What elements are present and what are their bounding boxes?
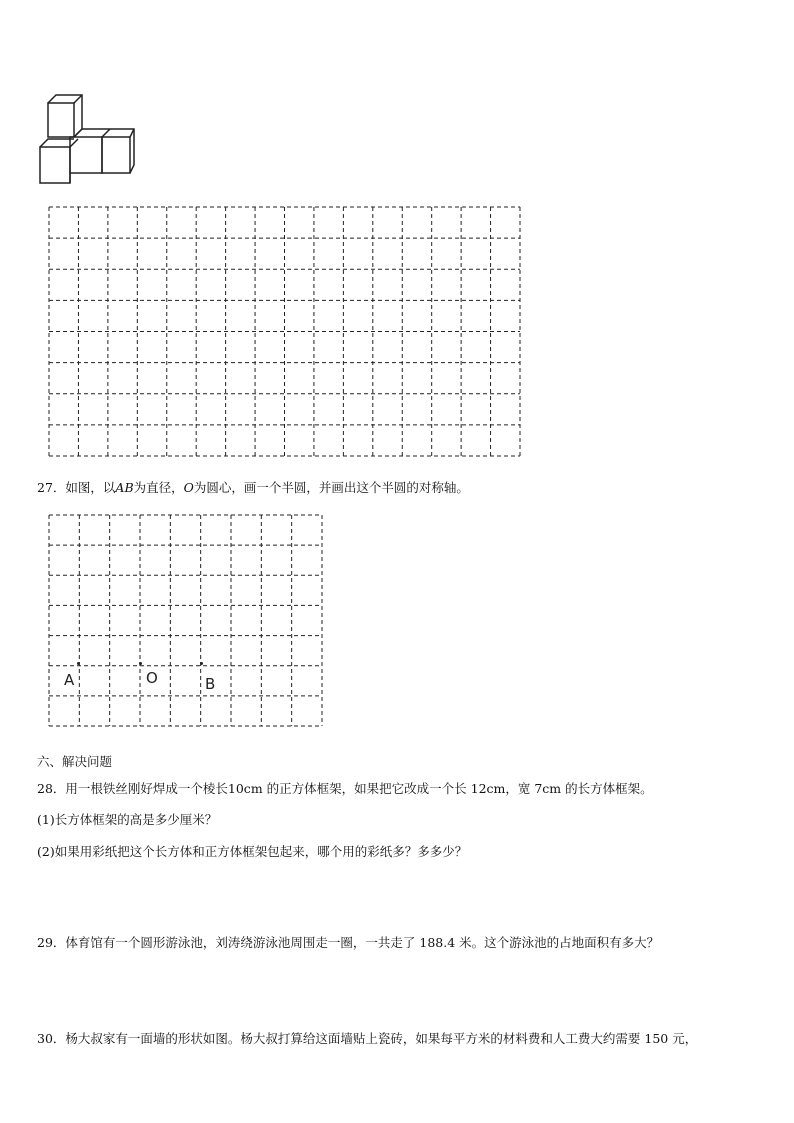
question-28: 28．用一根铁丝刚好焊成一个棱长10cm 的正方体框架，如果把它改成一个长 12cm，宽 7cm 的长方体框架。 (37, 781, 653, 796)
question-27 (37, 480, 469, 496)
q27-o: O (183, 480, 194, 495)
label-a: A (64, 671, 75, 689)
large-dashed-grid (48, 206, 522, 458)
question-30: 30．杨大叔家有一面墙的形状如图。杨大叔打算给这面墙贴上瓷砖，如果每平方米的材料费和人工费大约需要 150 元， (37, 1031, 698, 1046)
q27-number: 27． (37, 480, 66, 495)
question-28-part-2: (2)如果用彩纸把这个长方体和正方体框架包起来，哪个用的彩纸多？多多少？ (37, 844, 468, 859)
q27-ab: AB (115, 480, 134, 495)
q27-text-1: 如图，以 (65, 480, 116, 495)
question-28-part-1: (1)长方体框架的高是多少厘米？ (37, 812, 218, 827)
question-29: 29．体育馆有一个圆形游泳池，刘涛绕游泳池周围走一圈，一共走了 188.4 米。这个游泳池的占地面积有多大？ (37, 935, 660, 950)
q27-text-3: 为圆心，画一个半圆，并画出这个半圆的对称轴。 (193, 480, 469, 495)
cube-figure (38, 92, 138, 187)
label-o: O (146, 669, 158, 687)
point-o-dot (139, 662, 142, 665)
label-b: B (205, 675, 216, 693)
point-a-dot (77, 662, 80, 665)
small-dashed-grid (48, 514, 324, 728)
q27-text-2: 为直径， (133, 480, 184, 495)
point-b-dot (200, 662, 203, 665)
section-title: 六、解决问题 (37, 754, 113, 769)
